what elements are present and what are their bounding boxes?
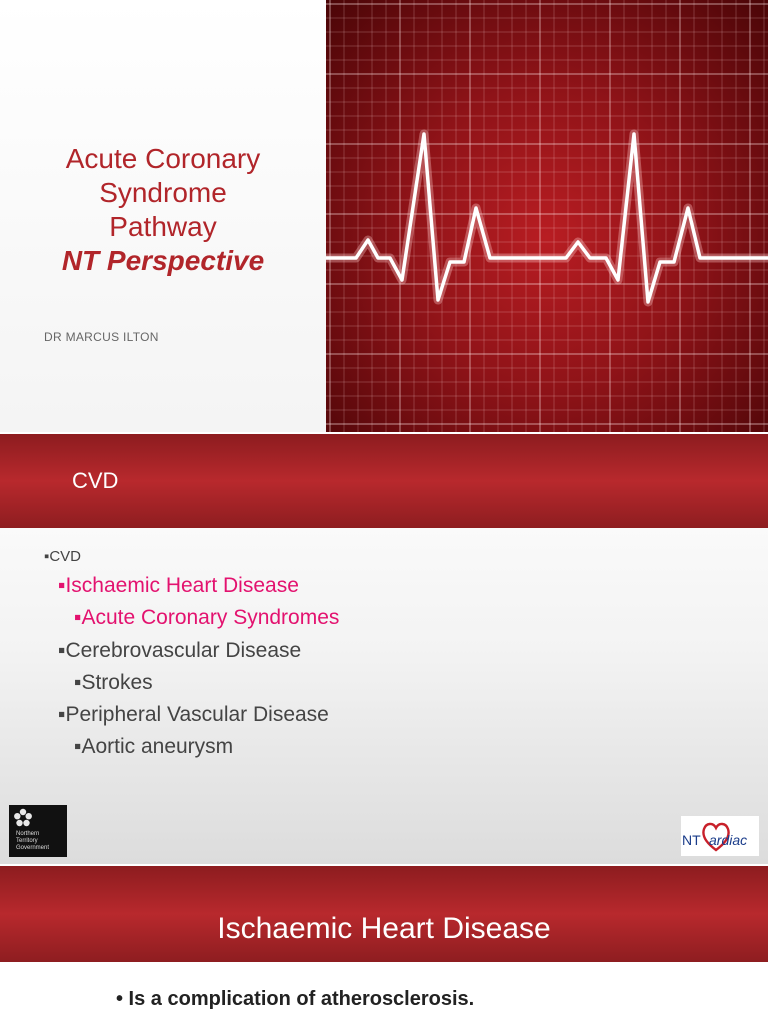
cvd-header [0,434,768,528]
title-panel [0,0,326,432]
list-item-text: Peripheral Vascular Disease [65,703,329,726]
ihd-slide [0,866,768,1024]
cvd-slide [0,434,768,864]
logo-suffix: ardiac [709,832,748,848]
list-item [58,574,299,598]
ecg-heartbeat-image [326,0,768,432]
ecg-trace-core [326,134,768,302]
logo-prefix: NT [682,832,701,848]
bullet-marker: ▪ [58,703,66,726]
ihd-header-title: Ischaemic Heart Disease [217,912,551,945]
list-item [74,606,339,630]
title-line-3: Pathway [109,211,217,242]
ihd-header [0,866,768,962]
list-item-text: CVD [49,548,81,565]
list-item [74,671,153,695]
list-item [74,735,233,759]
flower-icon [12,807,34,829]
title-slide [0,0,768,432]
list-item [58,703,329,727]
cvd-header-title: CVD [72,468,119,493]
nt-cardiac-logo [681,816,759,856]
bullet-marker: ▪ [74,606,82,629]
bullet-marker: ▪ [58,639,66,662]
bullet-marker: ▪ [74,671,82,694]
list-item-text: Aortic aneurysm [81,735,234,758]
list-item-text: Cerebrovascular Disease [65,639,302,662]
nt-government-logo [9,805,67,857]
bullet-marker: ▪ [44,548,50,565]
list-item [58,639,301,663]
title-line-2: Syndrome [99,177,227,208]
ecg-trace [326,134,768,302]
bullet-marker: ▪ [58,574,66,597]
slide-title [8,142,318,278]
list-item [44,548,81,565]
author-name: DR MARCUS ILTON [44,330,159,344]
title-subtitle: NT Perspective [61,245,265,276]
nt-logo-text: Northern Territory Government [16,831,50,851]
bullet-marker: ▪ [74,735,82,758]
list-item-text: Strokes [81,671,153,694]
ihd-bullet: • Is a complication of atherosclerosis. [116,988,475,1010]
list-item-text: Acute Coronary Syndromes [81,606,340,629]
list-item-text: Ischaemic Heart Disease [65,574,299,597]
title-line-1: Acute Coronary [65,143,261,174]
